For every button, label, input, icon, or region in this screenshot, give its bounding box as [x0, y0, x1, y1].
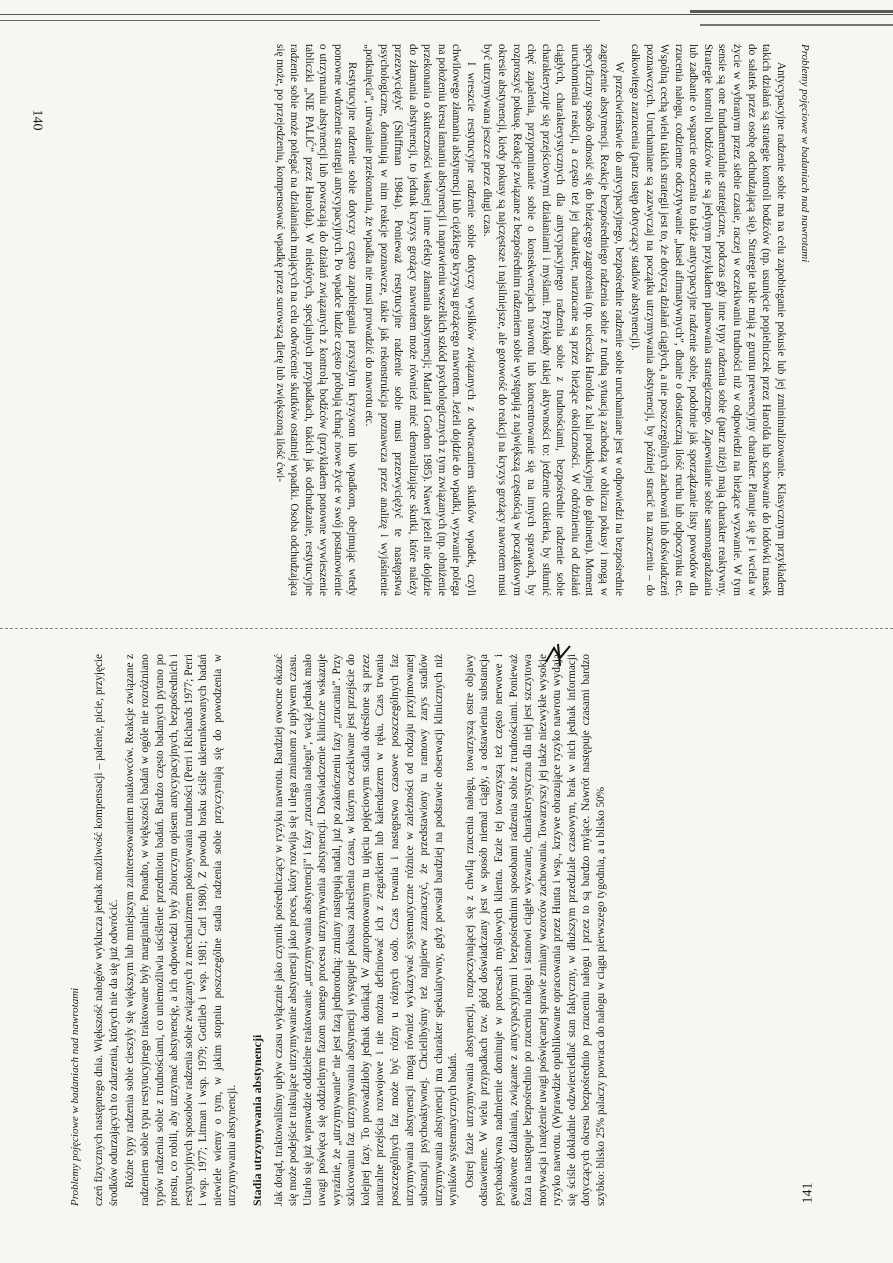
page-number-right: 141	[800, 1182, 816, 1204]
paragraph: W przeciwieństwie do antycypacyjnego, bezpośrednie radzenie sobie uruchamiane jest w odpowiedzi na bezpośrednie zagrożenie abstynencji. Reakcje bezpośredniego radzenia sobie z trudną sytuacją zachodzą w obliczu pokusy i mogą w specyficzny sposób odnosić się do bieżącego zagrożenia (np. ucieczka Harolda z hali produkcyjnej do gabinetu). Moment uruchomienia reakcji, a często też jej charakter, narzucane są przez bieżące okoliczności. W odróżnieniu od działań ciągłych, charakterystycznych dla antycypacyjnego radzenia sobie z trudnościami, bezpośrednie radzenie sobie charakteryzuje się przejściowymi działaniami i myślami. Przykłady takiej aktywności to: jedzenie cukierka, by stłumić chęć zapalenia, przypominanie sobie o konsekwencjach nawrotu lub koncentrowanie się na innych sprawach, by rozproszyć pokusę. Reakcje związane z bezpośrednim radzeniem sobie występują z największą częstością w początkowym okresie abstynencji, kiedy pokusy są najczęstsze i najsilniejsze, ale gotowość do reakcji na kryzys grożący nawrotem musi być utrzymywana jeszcze przez długi czas.	[481, 44, 625, 596]
page-gutter	[0, 628, 893, 629]
paragraph: Ostrej fazie utrzymywania abstynencji, rozpoczynającej się z chwilą rzucenia nałogu, towarzyszą ostre objawy odstawienne. W wielu przypadkach tzw. głód doświadczany jest w sposób niemal ciągły, a odstawienia substancja psychoaktywna nadmiernie dominuje w procesach myślowych klienta. Fazie tej towarzyszą też często nerwowe i gwałtowne działania, związane z antycypacyjnymi i bezpośrednimi sposobami radzenia sobie z trudnościami. Ponieważ faza ta następuje bezpośrednio po rzuceniu nałogu i stanowi ciągłe wyzwanie, charakterystyczna dla niej jest szczytowa motywacja i natężenie uwagi poświęcanej sprawie zmiany wzorców zachowania. Towarzyszy jej także niezwykłe wysokie ryzyko nawrotu. (Wprawdzie opublikowane opracowania przez Hunta i wsp., krzywe obrazujące ryzyko nawrotu wydają się ściśle dokładnie odzwierciedlać stan faktyczny, w dłuższym przedziale czasowym, brak w nich jednak informacji dotyczących okresu bezpośrednio po rzuceniu nałogu i przez to są bardzo mylące. Nawrót następuje czasami bardzo szybko: blisko 25% palaczy powraca do nałogu w ciągu pierwszego tygodnia, a u blisko 50%	[463, 654, 607, 1206]
paragraph: I wreszcie restytucyjne radzenie sobie dotyczy wysiłków związanych z odwracaniem skutków wpadek, czyli chwilowego złamania abstynencji lub ciężkiego kryzysu grożącego nawrotem. Jeżeli dojdzie do wpadki, wyzwanie polega na położeniu kresu łamaniu abstynencji i naprawieniu wszelkich szkód psychologicznych z tym związanych (np. obniżenie przekonania o skuteczności własnej i inne efekty złamania abstynencji; Marlatt i Gordon 1985). Nawet jeżeli nie dojdzie do złamania abstynencji, to jednak kryzys grożący nawrotem może również mieć demoralizujące skutki, które należy przezwyciężyć (Shiffman 1984a). Ponieważ restytucyjne radzenie sobie musi przezwyciężyć te następstwa psychologiczne, dominują w nim reakcje poznawcze, takie jak rekonstrukcja poznawcza przez analizę i wyjaśnienie „potknięcia”, utrwalanie przekonania, że wpadka nie musi prowadzić do nawrotu etc.	[362, 44, 477, 596]
paragraph: Różne typy radzenia sobie cieszyły się większym lub mniejszym zainteresowaniem naukowców. Reakcje związane z radzeniem sobie typu restytucyjnego traktowane były marginalnie. Ponadto, w większości badań w ogóle nie rozróżniano typów radzenia sobie z trudnościami, co uniemożliwia uściślenie przedmiotu badań. Bardzo często badanych pytano po prostu, co robili, aby utrzymać abstynencję, a ich odpowiedzi były zbiorczym opisem antycypacyjnych, bezpośrednich i restytucyjnych sposobów radzenia sobie związanych z mechanizmem pokonywania trudności (Perri i Richards 1977; Perri i wsp. 1977; Litman i wsp. 1979; Gottlieb i wsp. 1981; Carl 1980). Z powodu braku ściśle ukierunkowanych badań niewiele wiemy o tym, w jakim stopniu poszczególne stadia radzenia sobie przyczyniają się do powodzenia w utrzymywaniu abstynencji.	[124, 654, 239, 1206]
running-head-text: Problemy pojęciowe w badaniach nad nawrotami	[799, 44, 811, 263]
paragraph: Restytucyjne radzenie sobie dotyczy często zapobiegania przyszłym kryzysom lub wpadkom, obejmując wtedy ponowne wdrożenie strategii antycypacyjnych. Po wpadce ludzie często próbują tchnąć nowe życie w swój postanowienie o utrzymaniu abstynencji lub powracają do działań związanych z kontrolą bodźców (przykładem ponowne wywieszenie tabliczki „NIE PALIĆ” przez Harolda). W niektórych, specjalnych przypadkach, takich jak odchudzanie, restytucyjne radzenie sobie może polegać na działaniach mających na celu odwrócenie skutków ostatniej wpadki. Osoba odchudzająca się może, po przejedzeniu, kompensować wpadkę przez surowszą dietę lub zwiększoną ilość ćwi-	[273, 44, 359, 596]
running-head-text: Problemy pojęciowe w badaniach nad nawrotami	[69, 987, 81, 1206]
paragraph: czeń fizycznych następnego dnia. Większość nałogów wyklucza jednak możliwość kompensacji – palenie, picie, przyjęcie środków odurzających to zdarzenia, których nie da się już odwrócić.	[93, 654, 120, 1206]
page-number-left: 140	[29, 109, 45, 131]
scan-artifact-top	[0, 0, 893, 40]
paragraph: Jak dotąd, traktowaliśmy upływ czasu wyłącznie jako czynnik pośredniczący w ryzyku nawrotu. Bardziej owocne okazać się może podejście traktujące utrzymywanie abstynencji jako proces, który rozwija się i ulega zmianom z upływem czasu. Utarło się już wprawdzie oddzielne traktowanie „utrzymywania abstynencji” i fazy „rzucania nałogu”, wciąż jednak mało uwagi poświęca się oddzielnym fazom samego procesu utrzymywania abstynencji. Doświadczenie kliniczne wskazuje wyraźnie, że „utrzymywanie” nie jest fazą jednorodną: zmiany następują nadal, już po zakończeniu fazy „rzucania”. Przy szkicowaniu faz utrzymywania abstynencji występuje pokusa zakreślenia czasu, w którym oczekiwane jest przejście do kolejnej fazy. To prowadziłoby jednak donikąd. W zaproponowanym tu ujęciu pojęciowym stadia określone są przez naturalne przejścia rozwojowe i nie można definiować ich z zegarkiem lub kalendarzem w ręku. Czas trwania poszczególnych faz może być różny u różnych osób. Czas trwania i następstwo czasowe poszczególnych faz utrzymywania abstynencji mogą również wykazywać systematyczne różnice w zależności od rodzaju przyjmowanej substancji psychoaktywnej. Chcielibyśmy też najpierw zaznaczyć, że przedstawiony tu ramowy zarys stadiów utrzymywania abstynencji ma charakter spekulatywny, gdyż powstał bardziej na podstawie obserwacji klinicznych niż wyników systematycznych badań.	[272, 654, 460, 1206]
running-head-left	[798, 44, 812, 596]
running-head-right	[68, 654, 82, 1206]
left-page	[60, 40, 820, 600]
section-heading: Stadia utrzymywania abstynencji	[249, 1034, 264, 1206]
paragraph: Antycypacyjne radzenie sobie ma na celu zapobieganie pokusie lub jej zminimalizowanie. Klasycznym przykładem takich działań są strategie kontroli bodźców (np. usunięcie popielniczek przez Harolda lub schowanie do lodówki masek do sałatek przez osobę odchudzającą się). Strategie takie mają z gruntu prewencyjny charakter. Planuje się je i wciela w życie w wybranym przez siebie czasie, raczej w oczekiwaniu trudności niż w odpowiedzi na bieżące wyzwanie. W tym sensie są one fundamentalnie strategiczne, podczas gdy inne typy radzenia sobie (patrz niżej) mają charakter reaktywny. Strategie kontroli bodźców nie są jedynym przykładem planowania strategicznego. Zapewnianie sobie samonagradzania lub zadbanie o wsparcie otoczenia to także antycypacyjne radzenie sobie, podobnie jak sporządzanie listy powodów dla rzucenia nałogu, codzienne odczytywanie „haseł afirmatywnych”, dbanie o dostateczną ilość ruchu lub odpoczynku etc. Wspólną cechą wielu takich strategii jest to, że dotyczą działań ciągłych, a nie poszczególnych zachowań lub doświadczeń poznawczych. Uruchamiane są zazwyczaj na początku utrzymywania abstynencji, by później stracić na znaczeniu – do całkowitego zarzucenia (patrz ustęp dotyczący stadiów abstynencji).	[629, 44, 787, 596]
right-page	[60, 650, 820, 1210]
